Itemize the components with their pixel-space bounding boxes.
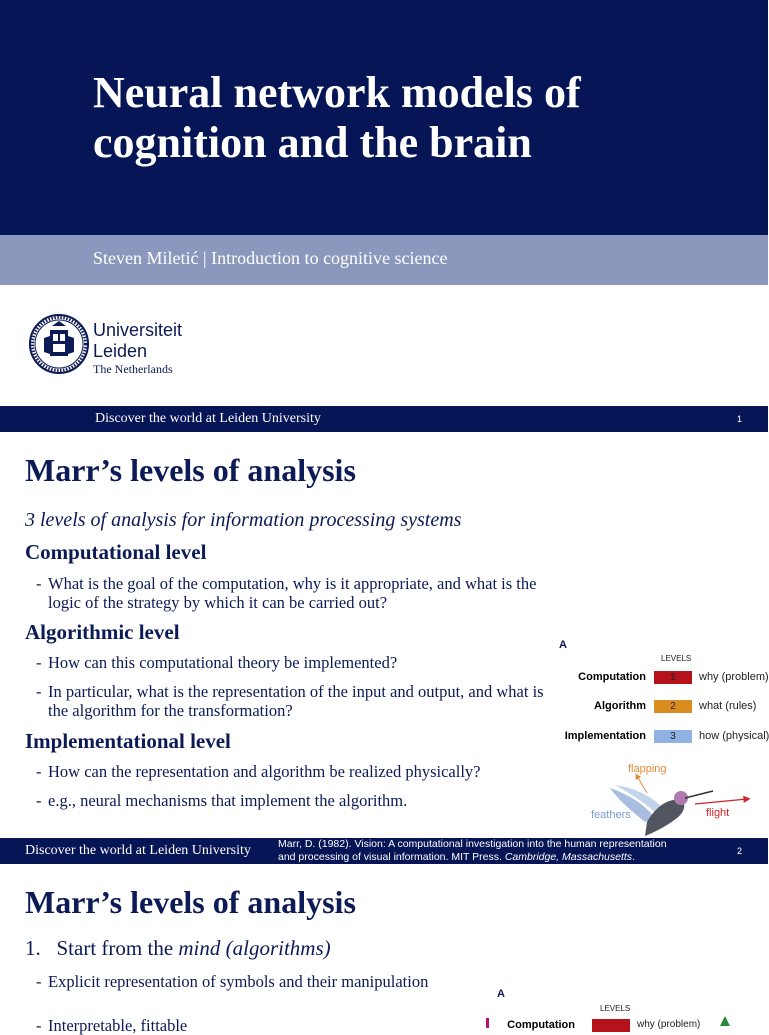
figure-row-desc: what (rules) — [699, 700, 757, 712]
figure-row-box: 3 — [654, 730, 692, 743]
bullet-text: How can the representation and algorithm be realized physically? — [48, 762, 481, 781]
implementational-level-heading: Implementational level — [25, 729, 231, 753]
figure-row-desc: why (problem) — [699, 671, 769, 683]
slide-3 — [0, 864, 768, 1035]
figure-panel-label: A — [497, 988, 505, 1000]
algorithmic-level-heading: Algorithmic level — [25, 620, 180, 644]
bullet-item: - How can the representation and algorithm be realized physically? — [36, 762, 481, 781]
figure-row-box: 1 — [654, 671, 692, 684]
bullet-item: - Explicit representation of symbols and their manipulation — [36, 972, 429, 991]
university-country: The Netherlands — [93, 362, 173, 376]
slide-2-intro: 3 levels of analysis for information processing systems — [25, 509, 462, 531]
footer-text: Discover the world at Leiden University — [95, 411, 321, 426]
figure-row-desc: why (problem) — [637, 1019, 701, 1030]
bullet-text: e.g., neural mechanisms that implement the algorithm. — [48, 791, 408, 810]
bullet-text: Explicit representation of symbols and their manipulation — [48, 972, 429, 991]
bullet-text: Interpretable, fittable — [48, 1016, 188, 1035]
slide-2 — [0, 432, 768, 864]
slide-2-footer — [0, 838, 768, 864]
bullet-item: - In particular, what is the representation of the input and output, and what is the algorithm for the transformation? — [36, 682, 544, 720]
figure-row-box — [592, 1019, 630, 1032]
reference-line-2-plain: and processing of visual information. MIT Press. — [278, 851, 502, 863]
figure-marker — [486, 1018, 489, 1028]
bullet-item: - How can this computational theory be implemented? — [36, 653, 398, 672]
reference-line-2 — [278, 851, 738, 864]
bullet-text: How can this computational theory be implemented? — [48, 653, 398, 672]
figure-label-feathers: feathers — [591, 809, 631, 821]
item-number: 1. — [25, 936, 41, 960]
figure-label-flight: flight — [706, 807, 730, 819]
university-name — [93, 320, 182, 362]
slide-1 — [0, 0, 768, 432]
computational-level-heading: Computational level — [25, 540, 207, 564]
bullet-text: In particular, what is the representation of the input and output, and what is the algorithm for the transformation? — [48, 682, 544, 720]
figure-green-marker — [720, 1016, 730, 1026]
reference-line-2-italic: Cambridge, Massachusetts — [504, 851, 633, 863]
university-name-line2: Leiden — [93, 341, 148, 361]
leiden-seal-logo — [28, 308, 90, 378]
figure-panel-label: A — [559, 639, 567, 651]
slide-2-title: Marr’s levels of analysis — [25, 452, 356, 488]
bullet-item: - Interpretable, fittable — [36, 1016, 188, 1035]
figure-levels-header: LEVELS — [600, 1004, 631, 1013]
numbered-item — [25, 936, 331, 961]
figure-row-label: Algorithm — [594, 700, 646, 712]
bullet-item: - What is the goal of the computation, why is it appropriate, and what is the logic of the strategy by which it can be carried out? — [36, 574, 537, 612]
bullet-text: What is the goal of the computation, why is it appropriate, and what is the logic of the strategy by which it can be carried out? — [48, 574, 537, 612]
item-text-italic: mind (algorithms) — [178, 936, 331, 960]
figure-row-label: Computation — [578, 671, 646, 683]
bullet-item: - e.g., neural mechanisms that implement the algorithm. — [36, 791, 408, 810]
reference-line-1: Marr, D. (1982). Vision: A computational investigation into the human representation — [278, 838, 667, 850]
reference-line-2-end: . — [632, 851, 635, 863]
figure-levels-header: LEVELS — [661, 654, 692, 663]
hummingbird-illustration — [585, 760, 768, 838]
slide-1-footer — [0, 406, 768, 432]
page-number: 1 — [736, 414, 742, 424]
figure-row-box: 2 — [654, 700, 692, 713]
figure-row-label: Implementation — [564, 730, 646, 742]
page-number: 2 — [736, 846, 742, 856]
footer-text: Discover the world at Leiden University — [25, 843, 251, 858]
slide-3-title: Marr’s levels of analysis — [25, 884, 356, 920]
reference-citation — [278, 838, 738, 864]
figure-row-label: Computation — [507, 1019, 575, 1031]
figure-label-flapping: flapping — [628, 763, 667, 775]
figure-row-desc: how (physical) — [699, 730, 769, 742]
slide-1-title: Neural network models of cognition and the brain — [93, 68, 581, 167]
item-text: Start from the — [56, 936, 174, 960]
slide-1-subtitle: Steven Miletić | Introduction to cognitive science — [93, 248, 448, 268]
university-name-line1: Universiteit — [93, 320, 183, 340]
